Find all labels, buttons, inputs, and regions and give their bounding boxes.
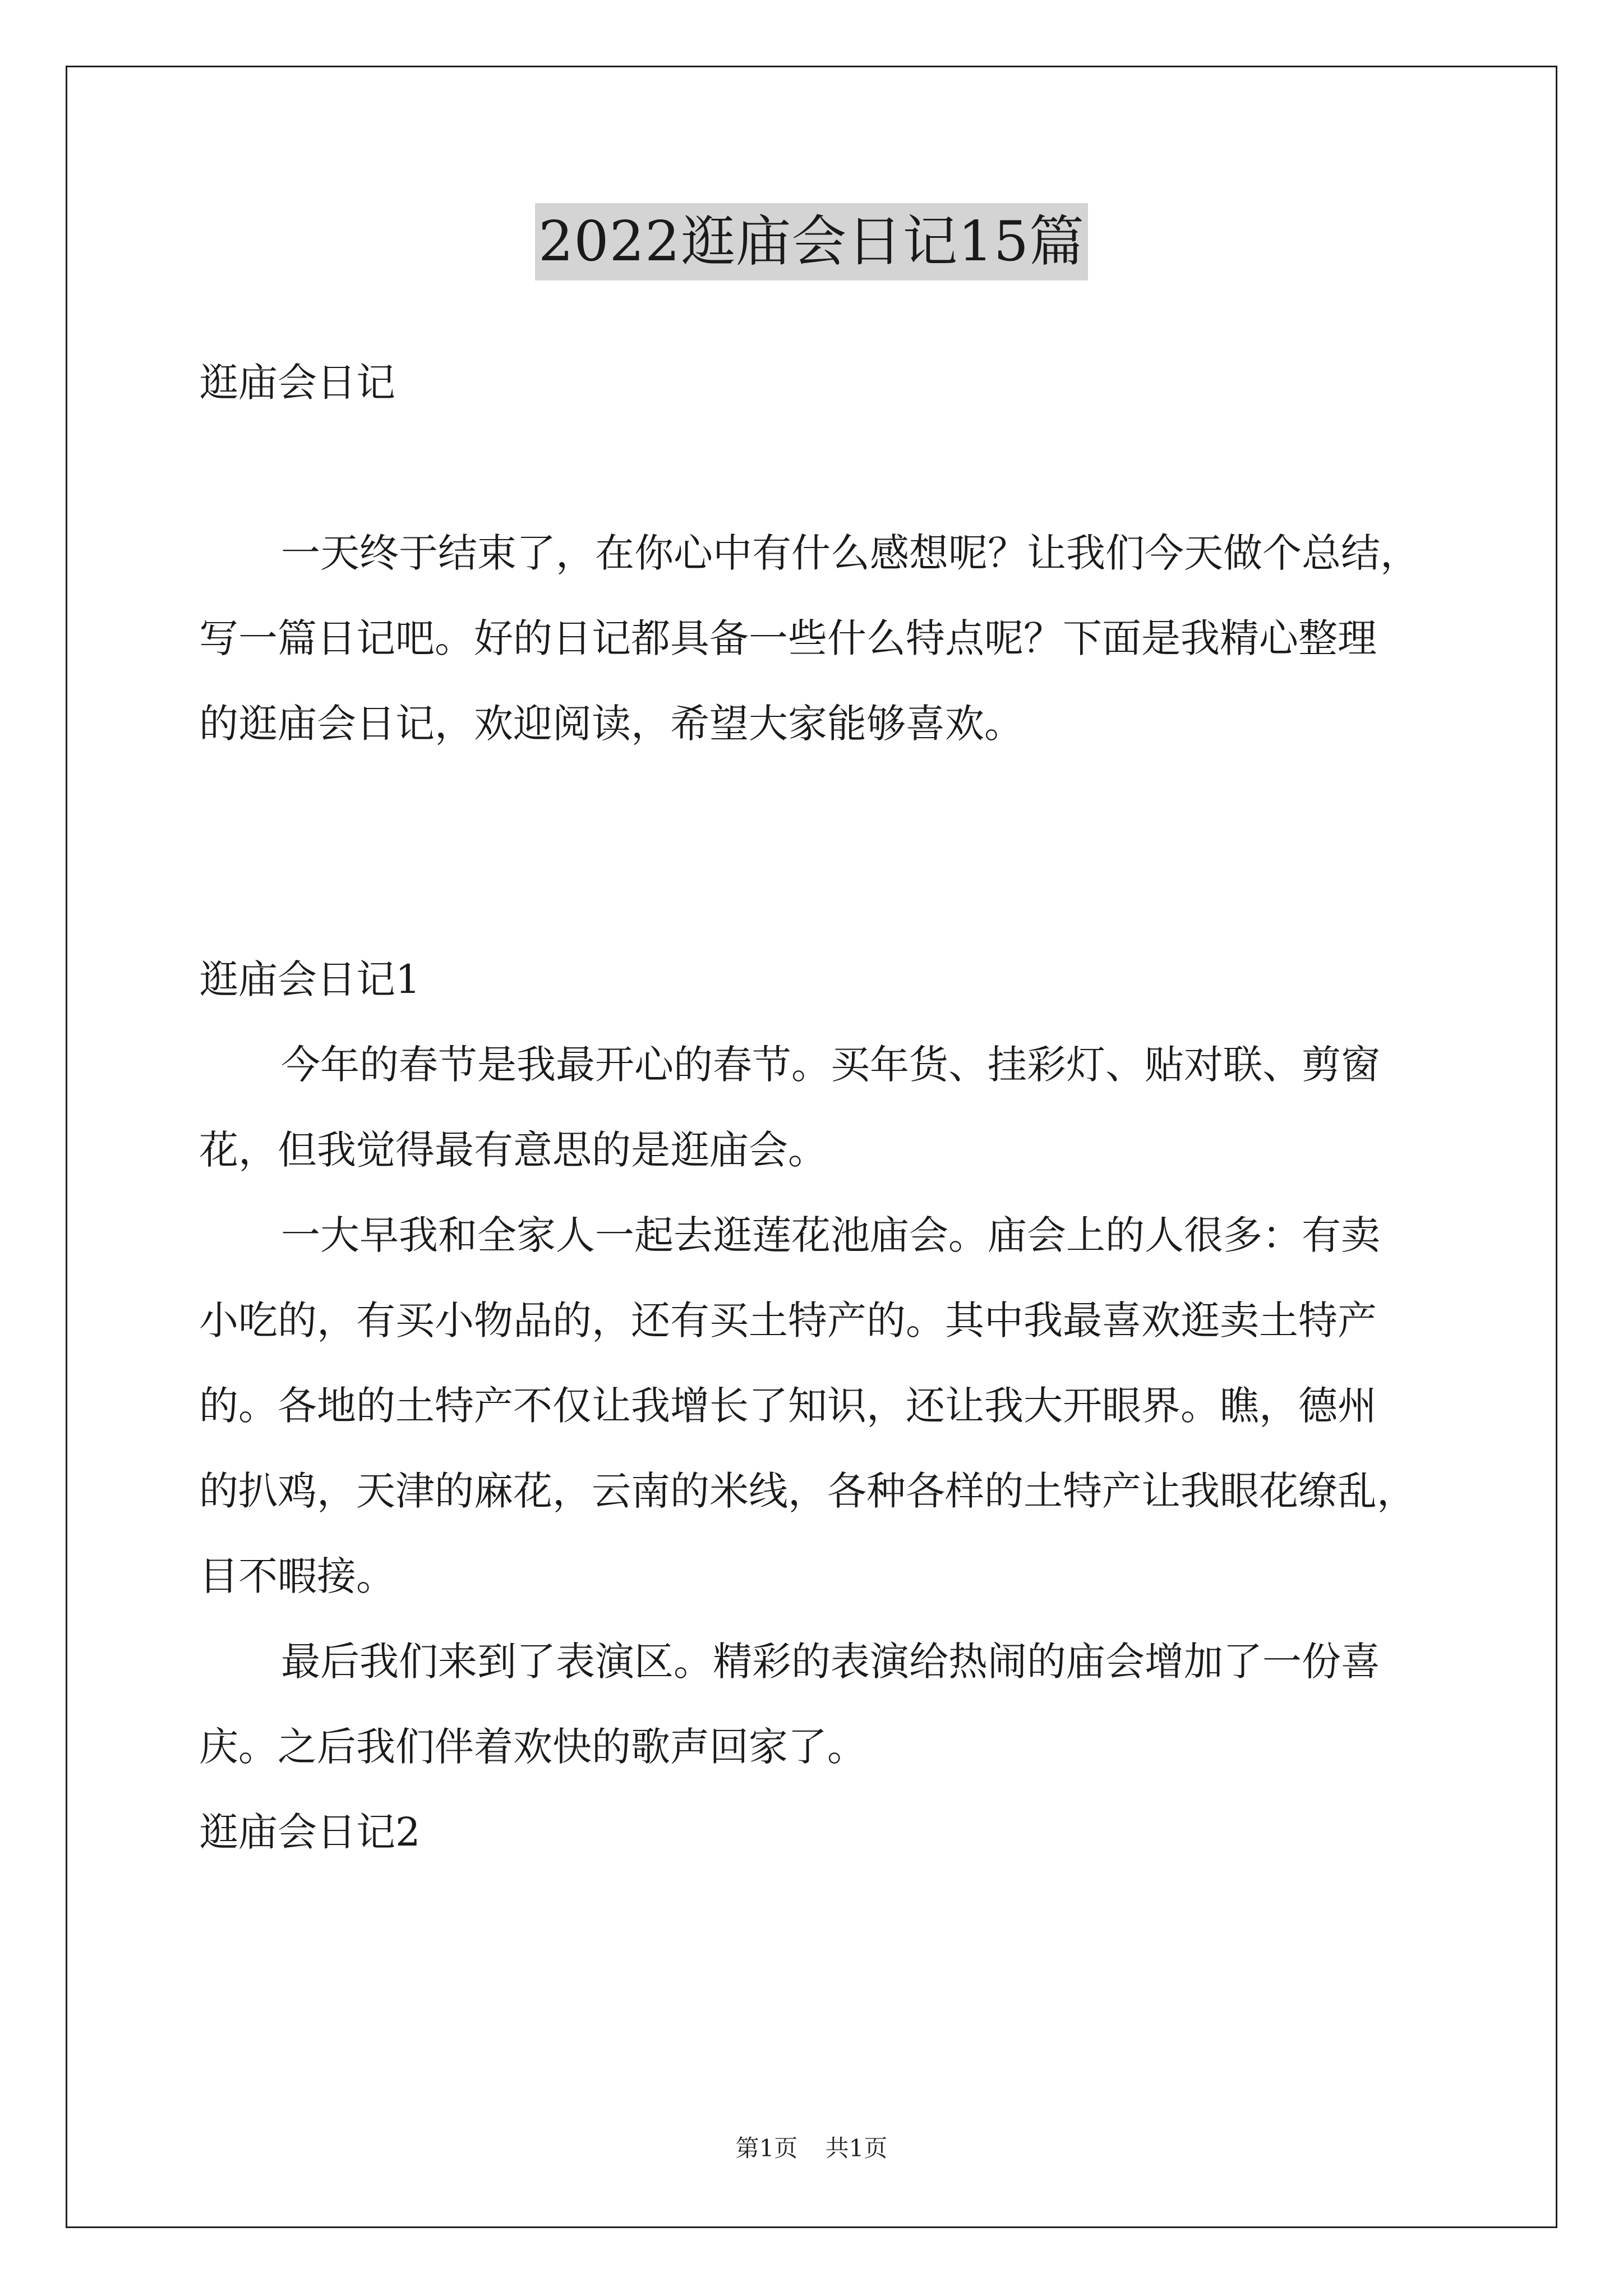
- document-title: 2022逛庙会日记15篇: [535, 203, 1088, 280]
- paragraph-line: 写一篇日记吧。好的日记都具备一些什么特点呢？下面是我精心整理: [199, 615, 1377, 661]
- paragraph-line: 一天终于结束了，在你心中有什么感想呢？让我们今天做个总结，: [281, 530, 1419, 576]
- paragraph-line: 的扒鸡，天津的麻花，云南的米线，各种各样的土特产让我眼花缭乱，: [199, 1468, 1416, 1514]
- section-heading: 逛庙会日记: [199, 360, 395, 406]
- paragraph-line: 最后我们来到了表演区。精彩的表演给热闹的庙会增加了一份喜: [281, 1639, 1380, 1685]
- title-container: [0, 203, 1623, 280]
- paragraph-line: 一大早我和全家人一起去逛莲花池庙会。庙会上的人很多：有卖: [281, 1212, 1380, 1258]
- paragraph-line: 的逛庙会日记，欢迎阅读，希望大家能够喜欢。: [199, 701, 1023, 747]
- spacer: [199, 852, 1438, 937]
- paragraph-line: 小吃的，有买小物品的，还有买土特产的。其中我最喜欢逛卖土特产: [199, 1297, 1377, 1343]
- spacer: [199, 766, 1438, 852]
- document-body: [199, 340, 1438, 1875]
- page-total: 共1页: [825, 2134, 888, 2162]
- spacer: [199, 425, 1438, 510]
- paragraph-line: 庆。之后我们伴着欢快的歌声回家了。: [199, 1724, 866, 1770]
- paragraph-line: 的。各地的土特产不仅让我增长了知识，还让我大开眼界。瞧，德州: [199, 1383, 1377, 1429]
- page-footer: [0, 2132, 1623, 2165]
- paragraph-line: 目不暇接。: [199, 1553, 395, 1599]
- page-number: 第1页: [735, 2134, 798, 2162]
- paragraph-line: 今年的春节是我最开心的春节。买年货、挂彩灯、贴对联、剪窗: [281, 1042, 1380, 1088]
- section-heading: 逛庙会日记1: [199, 956, 421, 1002]
- paragraph-line: 花，但我觉得最有意思的是逛庙会。: [199, 1127, 827, 1173]
- section-heading: 逛庙会日记2: [199, 1809, 421, 1855]
